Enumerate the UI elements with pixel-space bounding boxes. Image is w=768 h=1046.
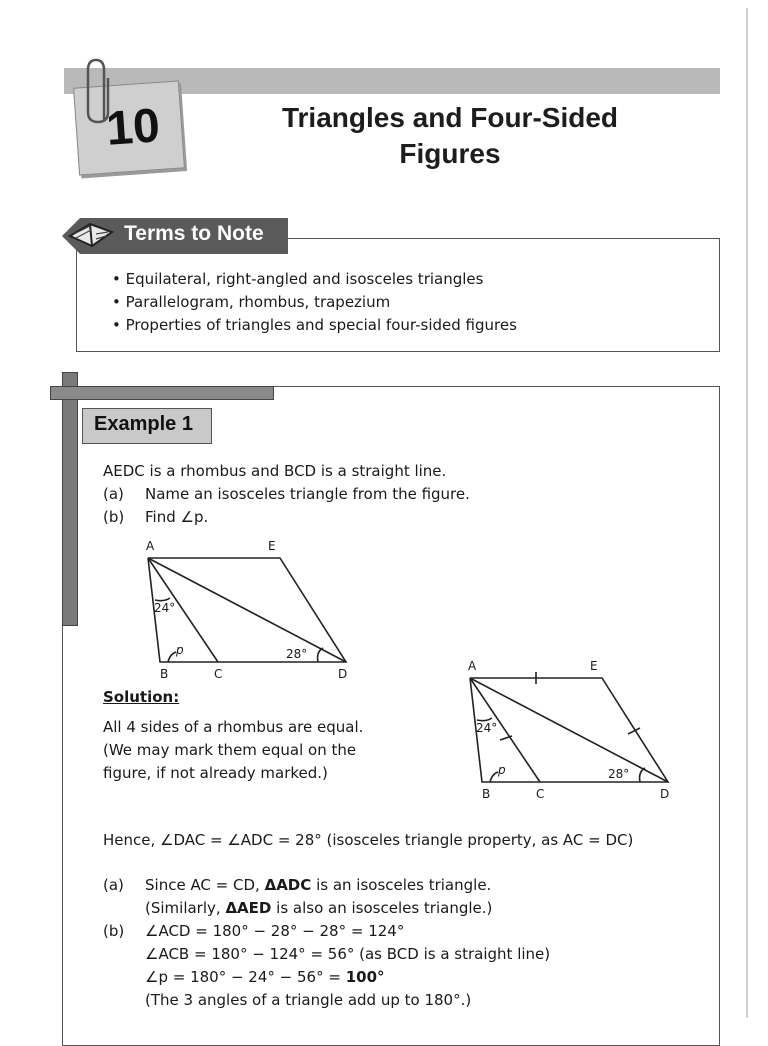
solution-note-3: figure, if not already marked.) xyxy=(103,764,328,782)
solution-b3-answer: 100° xyxy=(345,968,385,986)
example-intro: AEDC is a rhombus and BCD is a straight line. xyxy=(103,462,447,480)
terms-item: • Equilateral, right-angled and isosceles triangles xyxy=(112,268,517,291)
signpost-beam xyxy=(50,386,274,400)
fig2-label-d: D xyxy=(660,787,670,801)
fig2-label-c: C xyxy=(536,787,545,801)
solution-note-1: All 4 sides of a rhombus are equal. xyxy=(103,718,364,736)
terms-title: Terms to Note xyxy=(124,222,264,245)
part-b-question: Find ∠p. xyxy=(145,508,209,526)
solution-a-post: is an isosceles triangle. xyxy=(316,876,492,894)
solution-a-pre: Since AC = CD, xyxy=(145,876,260,894)
example-title: Example 1 xyxy=(94,413,193,435)
signpost-post xyxy=(62,372,78,626)
solution-a2-line xyxy=(145,897,492,920)
fig1-label-c: C xyxy=(214,667,223,681)
page-edge-line xyxy=(746,8,748,1018)
fig1-label-a: A xyxy=(146,539,155,553)
fig1-angle-28: 28° xyxy=(286,647,308,661)
chapter-number: 10 xyxy=(104,99,162,156)
solution-b-line-3 xyxy=(145,966,385,989)
chapter-title-line2: Figures xyxy=(399,138,501,169)
paperclip-icon xyxy=(84,56,118,126)
solution-b-line-2: ∠ACB = 180° − 124° = 56° (as BCD is a straight line) xyxy=(145,945,551,963)
fig2-label-b: B xyxy=(482,787,491,801)
solution-b-label: (b) xyxy=(103,922,125,940)
solution-a-line xyxy=(145,874,491,897)
solution-b-line-4: (The 3 angles of a triangle add up to 180°.) xyxy=(145,991,472,1009)
chapter-title-line1: Triangles and Four-Sided xyxy=(281,102,619,133)
solution-a2-pre: (Similarly, xyxy=(145,899,221,917)
solution-b3-pre: ∠p = 180° − 24° − 56° = xyxy=(145,968,341,986)
rhombus-figure-2 xyxy=(462,654,684,804)
terms-item: • Parallelogram, rhombus, trapezium xyxy=(112,291,517,314)
rhombus-figure-1 xyxy=(140,536,360,684)
solution-a-label: (a) xyxy=(103,876,124,894)
fig2-angle-24: 24° xyxy=(476,721,498,735)
part-b-label: (b) xyxy=(103,508,125,526)
solution-note-2: (We may mark them equal on the xyxy=(103,741,357,759)
solution-a2-bold: ΔAED xyxy=(225,899,272,917)
fig2-label-e: E xyxy=(590,659,598,673)
part-a-question: Name an isosceles triangle from the figure. xyxy=(145,485,470,503)
fig2-label-a: A xyxy=(468,659,477,673)
fig1-label-e: E xyxy=(268,539,276,553)
fig1-label-d: D xyxy=(338,667,348,681)
solution-a2-post: is also an isosceles triangle.) xyxy=(276,899,493,917)
solution-heading: Solution: xyxy=(103,688,180,706)
fig1-angle-p: p xyxy=(176,643,184,657)
solution-hence: Hence, ∠DAC = ∠ADC = 28° (isosceles triangle property, as AC = DC) xyxy=(103,831,634,849)
fig1-label-b: B xyxy=(160,667,169,681)
part-a-label: (a) xyxy=(103,485,124,503)
solution-a-bold: ΔADC xyxy=(264,876,312,894)
fig1-angle-24: 24° xyxy=(154,601,176,615)
terms-item: • Properties of triangles and special four-sided figures xyxy=(112,314,517,337)
fig2-angle-p: p xyxy=(498,763,506,777)
chapter-title xyxy=(236,100,664,172)
terms-list xyxy=(112,268,517,337)
book-icon xyxy=(66,210,116,250)
solution-b-line-1: ∠ACD = 180° − 28° − 28° = 124° xyxy=(145,922,405,940)
fig2-angle-28: 28° xyxy=(608,767,630,781)
